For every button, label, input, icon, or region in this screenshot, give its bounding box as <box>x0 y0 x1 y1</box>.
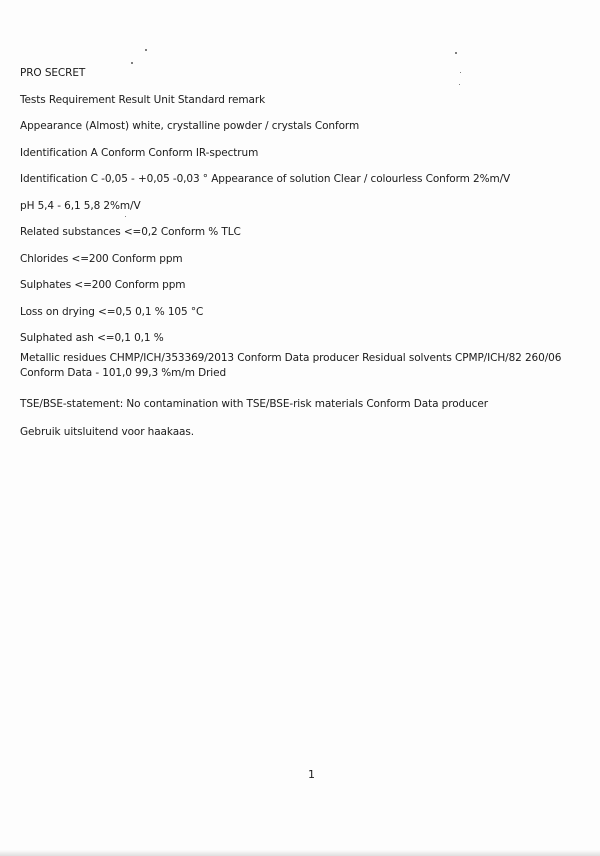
usage-note-line: Gebruik uitsluitend voor haakaas. <box>20 426 194 438</box>
scan-speck <box>459 84 460 85</box>
scan-speck <box>145 49 147 51</box>
scan-speck <box>131 62 133 64</box>
scan-speck <box>460 72 461 73</box>
tse-bse-statement-line: TSE/BSE-statement: No contamination with TSE/BSE-risk materials Conform Data producer <box>20 398 488 410</box>
chlorides-line: Chlorides <=200 Conform ppm <box>20 253 183 265</box>
metallic-residues-line: Metallic residues CHMP/ICH/353369/2013 Conform Data producer Residual solvents CPMP/ICH/82 260/06 Conform Data - 101,0 99,3 %m/m Dried <box>20 352 562 379</box>
sulphates-line: Sulphates <=200 Conform ppm <box>20 279 186 291</box>
related-substances-line: Related substances <=0,2 Conform % TLC <box>20 226 241 238</box>
page-number: 1 <box>308 768 315 781</box>
table-header-line: Tests Requirement Result Unit Standard remark <box>20 94 266 106</box>
document-header: PRO SECRET <box>20 67 86 79</box>
identification-a-line: Identification A Conform Conform IR-spectrum <box>20 147 259 159</box>
appearance-line: Appearance (Almost) white, crystalline powder / crystals Conform <box>20 120 360 132</box>
ph-line: pH 5,4 - 6,1 5,8 2%m/V <box>20 200 141 212</box>
sulphated-ash-line: Sulphated ash <=0,1 0,1 % <box>20 332 164 344</box>
scan-bottom-edge <box>0 850 600 856</box>
scan-speck <box>125 216 126 217</box>
loss-on-drying-line: Loss on drying <=0,5 0,1 % 105 °C <box>20 306 204 318</box>
scan-speck <box>455 52 457 54</box>
identification-c-line: Identification C -0,05 - +0,05 -0,03 ° Appearance of solution Clear / colourless Conform 2%m/V <box>20 173 511 185</box>
